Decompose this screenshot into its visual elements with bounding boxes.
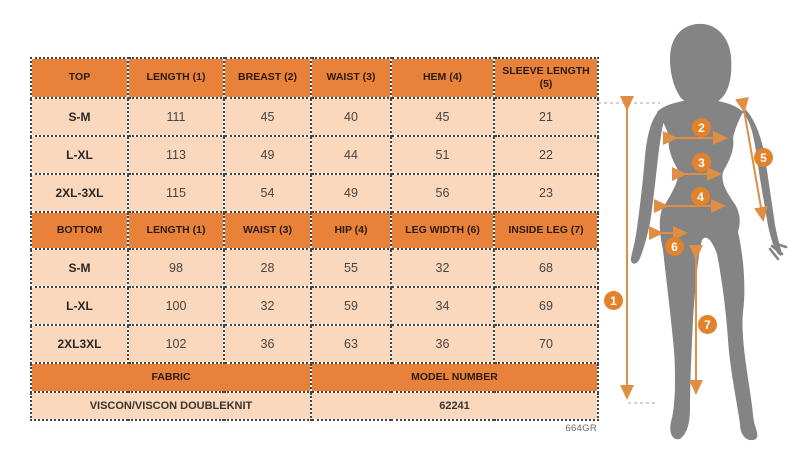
value-cell: 36 [391, 325, 494, 363]
value-cell: 55 [311, 249, 391, 287]
fabric-value: VISCON/VISCON DOUBLEKNIT [31, 392, 311, 420]
footer-header-row [31, 363, 598, 392]
value-cell: 21 [494, 98, 598, 136]
col-header-hip: HIP (4) [311, 212, 391, 249]
value-cell: 68 [494, 249, 598, 287]
col-header-waist: WAIST (3) [224, 212, 311, 249]
value-cell: 45 [391, 98, 494, 136]
value-cell: 45 [224, 98, 311, 136]
female-silhouette [631, 24, 786, 440]
value-cell: 111 [128, 98, 224, 136]
table-row [31, 249, 598, 287]
col-header-length: LENGTH (1) [128, 58, 224, 98]
marker-1-total-length: 1 [604, 291, 623, 310]
col-header-bottom: BOTTOM [31, 212, 128, 249]
size-cell: L-XL [31, 287, 128, 325]
col-header-inside-leg: INSIDE LEG (7) [494, 212, 598, 249]
marker-5-sleeve-length: 5 [754, 148, 773, 167]
footer-value-row [31, 392, 598, 420]
top-header-row [31, 58, 598, 98]
table-row [31, 174, 598, 212]
value-cell: 100 [128, 287, 224, 325]
size-cell: 2XL-3XL [31, 174, 128, 212]
value-cell: 63 [311, 325, 391, 363]
value-cell: 32 [391, 249, 494, 287]
value-cell: 102 [128, 325, 224, 363]
marker-2-breast: 2 [692, 118, 711, 137]
value-cell: 98 [128, 249, 224, 287]
value-cell: 23 [494, 174, 598, 212]
value-cell: 115 [128, 174, 224, 212]
value-cell: 54 [224, 174, 311, 212]
col-header-top: TOP [31, 58, 128, 98]
marker-4-hem-hip: 4 [691, 187, 710, 206]
table-row [31, 325, 598, 363]
product-code: 664GR [565, 423, 597, 434]
model-number-value: 62241 [311, 392, 598, 420]
value-cell: 28 [224, 249, 311, 287]
value-cell: 49 [311, 174, 391, 212]
col-header-leg-width: LEG WIDTH (6) [391, 212, 494, 249]
value-cell: 51 [391, 136, 494, 174]
col-header-waist: WAIST (3) [311, 58, 391, 98]
value-cell: 113 [128, 136, 224, 174]
col-header-sleeve-length: SLEEVE LENGTH (5) [494, 58, 598, 98]
size-cell: 2XL3XL [31, 325, 128, 363]
col-header-breast: BREAST (2) [224, 58, 311, 98]
value-cell: 32 [224, 287, 311, 325]
size-cell: S-M [31, 98, 128, 136]
col-header-length: LENGTH (1) [128, 212, 224, 249]
marker-6-leg-width: 6 [665, 237, 684, 256]
col-header-hem: HEM (4) [391, 58, 494, 98]
table-row [31, 98, 598, 136]
value-cell: 34 [391, 287, 494, 325]
fabric-header: FABRIC [31, 363, 311, 392]
size-cell: S-M [31, 249, 128, 287]
value-cell: 22 [494, 136, 598, 174]
value-cell: 70 [494, 325, 598, 363]
size-chart-table [30, 57, 599, 421]
value-cell: 44 [311, 136, 391, 174]
marker-7-inside-leg: 7 [698, 315, 717, 334]
value-cell: 36 [224, 325, 311, 363]
hand-fingers [770, 243, 786, 259]
measurement-figure-diagram [590, 0, 800, 459]
table-row [31, 287, 598, 325]
model-number-header: MODEL NUMBER [311, 363, 598, 392]
size-cell: L-XL [31, 136, 128, 174]
value-cell: 69 [494, 287, 598, 325]
value-cell: 40 [311, 98, 391, 136]
value-cell: 56 [391, 174, 494, 212]
marker-3-waist: 3 [692, 153, 711, 172]
value-cell: 59 [311, 287, 391, 325]
table-row [31, 136, 598, 174]
bottom-header-row [31, 212, 598, 249]
value-cell: 49 [224, 136, 311, 174]
